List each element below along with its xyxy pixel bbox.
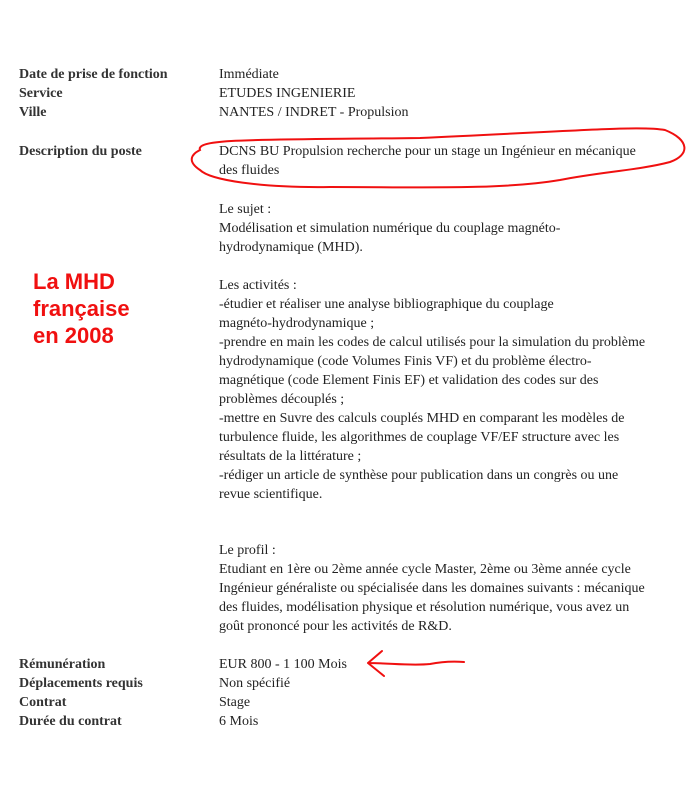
highlight-ellipse xyxy=(192,128,685,187)
contract-label: Contrat xyxy=(19,695,67,710)
city-label: Ville xyxy=(19,105,47,120)
start-date-label: Date de prise de fonction xyxy=(19,67,168,82)
travel-value: Non spécifié xyxy=(219,676,291,691)
duration-value: 6 Mois xyxy=(219,714,259,729)
service-label: Service xyxy=(19,86,63,101)
description-activities: Les activités : -étudier et réaliser une analyse bibliographique du couplage magnéto-hydrodynamique ; -prendre en main les codes de calcul utilisés pour la simulation du problème hydrodynamique (code Volumes Finis VF) et du problème électro- magnétique (code Element Finis EF) et validation des codes sur des problèmes découplés ; -mettre en Suvre des calculs couplés MHD en comparant les modèles de turbulence fluide, les algorithmes de couplage VF/EF structure avec les résultats de la littérature ; -rédiger un article de synthèse pour publication dans un congrès ou une revue scientifique. xyxy=(219,278,646,502)
travel-label: Déplacements requis xyxy=(19,676,143,691)
description-label: Description du poste xyxy=(19,144,142,159)
salary-value: EUR 800 - 1 100 Mois xyxy=(219,657,347,672)
start-date-value: Immédiate xyxy=(219,67,279,82)
arrow-icon xyxy=(368,651,464,676)
description-intro: DCNS BU Propulsion recherche pour un stage un Ingénieur en mécanique des fluides xyxy=(219,144,636,178)
contract-value: Stage xyxy=(219,695,251,710)
annotation-note: La MHD française en 2008 xyxy=(33,269,130,348)
salary-label: Rémunération xyxy=(19,657,106,672)
description-profile: Le profil : Etudiant en 1ère ou 2ème année cycle Master, 2ème ou 3ème année cycle Ingénieur généraliste ou spécialisée dans les domaines suivants : mécanique des fluides, modélisation physique et résolution numérique, vous avez un goût prononcé pour les activités de R&D. xyxy=(219,543,645,634)
service-value: ETUDES INGENIERIE xyxy=(219,86,356,101)
duration-label: Durée du contrat xyxy=(19,714,122,729)
description-subject: Le sujet : Modélisation et simulation numérique du couplage magnéto- hydrodynamique (MHD). xyxy=(219,202,561,255)
city-value: NANTES / INDRET - Propulsion xyxy=(219,105,409,120)
